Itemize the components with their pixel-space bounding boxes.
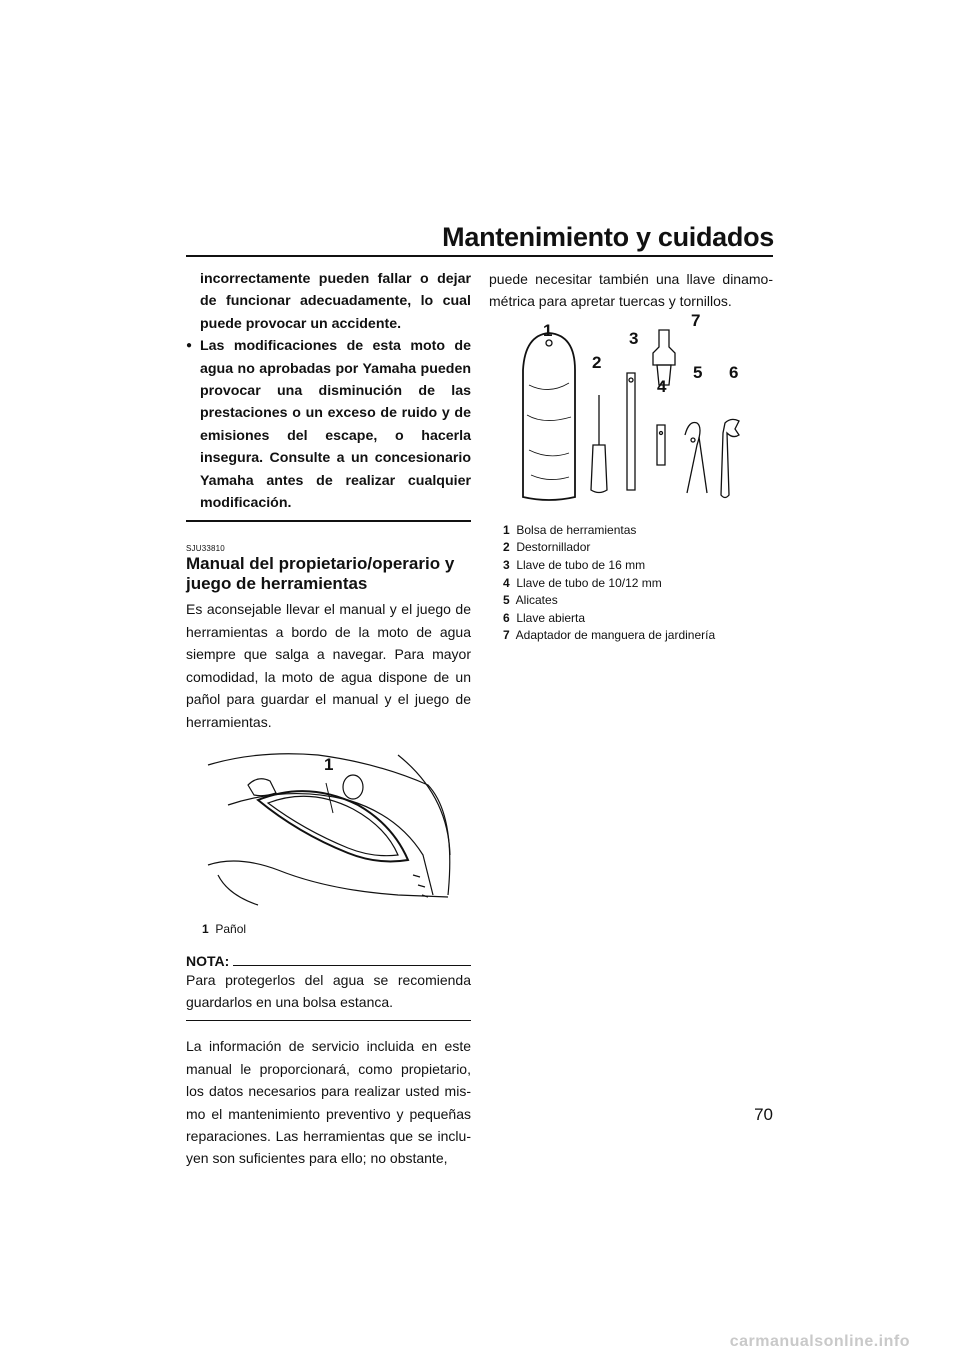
caption-row — [503, 575, 773, 593]
caption-text: Alicates — [515, 593, 558, 608]
note-label: NOTA: — [186, 952, 230, 969]
caption-row — [503, 522, 773, 540]
figure2-callout-1: 1 — [543, 320, 553, 340]
caption-text: Pañol — [215, 921, 247, 936]
warning-block — [186, 268, 471, 514]
figure2-callout-5: 5 — [693, 362, 703, 382]
section-code: SJU33810 — [186, 544, 225, 554]
warning-bullet: ● Las modificaciones de esta moto de agua no aprobadas por Yamaha pueden provocar una disminución de las prestaciones o un exceso de ruido y de emisiones del escape, o hacerla insegura. Consulte a un concesionario Yamaha antes de realizar cualquier modificación. — [186, 335, 471, 514]
caption-row — [503, 627, 773, 645]
right-column — [489, 268, 773, 645]
caption-row — [503, 557, 773, 575]
caption-number: 7 — [503, 628, 510, 643]
caption-row — [503, 610, 773, 628]
figure2-callout-6: 6 — [729, 362, 739, 382]
caption-text: Bolsa de herramientas — [516, 522, 637, 537]
note-end-rule — [186, 1020, 471, 1021]
note-rule — [233, 965, 471, 966]
left-column — [186, 268, 471, 1170]
caption-text: Adaptador de manguera de jardinería — [515, 628, 716, 643]
caption-number: 3 — [503, 558, 510, 572]
caption-row — [503, 539, 773, 557]
figure2-callout-3: 3 — [629, 328, 639, 348]
caption-row — [503, 592, 773, 610]
note-text: Para protegerlos del agua se recomienda guardarlos en una bolsa estanca. — [186, 971, 471, 1010]
service-text-part1: La información de servicio incluida en este manual le proporcionará, como propietario, los datos necesarios para realizar usted mis-mo el mantenimiento preventivo y pequeñas reparaciones. Las herramientas que se inclu-yen son suficientes para ello; no obstante, — [186, 1038, 471, 1167]
caption-text: Llave de tubo de 16 mm — [516, 558, 646, 572]
toolkit-illustration — [519, 325, 759, 510]
caption-number: 2 — [503, 540, 510, 555]
service-text-part2: puede necesitar también una llave dinamo-métrica para apretar tuercas y tornillos. — [489, 271, 773, 310]
page-title: Mantenimiento y cuidados — [442, 222, 774, 252]
caption-text: Llave de tubo de 10/12 mm — [516, 575, 662, 590]
figure1-callout-1: 1 — [324, 754, 334, 774]
caption-number: 4 — [503, 575, 510, 590]
caption-number: 6 — [503, 610, 510, 625]
header-rule — [186, 255, 773, 257]
figure2-callout-7: 7 — [691, 310, 701, 330]
caption-number: 5 — [503, 593, 510, 608]
caption-text: Destornillador — [516, 540, 591, 555]
section-title: Manual del propietario/operario y juego de herramientas — [186, 554, 455, 594]
caption-text: Llave abierta — [516, 610, 586, 625]
storage-compartment-figure — [198, 745, 458, 915]
figure2-callout-2: 2 — [592, 352, 602, 372]
toolkit-figure — [519, 310, 759, 510]
warning-rule — [186, 520, 471, 522]
note-header — [186, 953, 471, 969]
caption-number: 1 — [503, 522, 510, 537]
figure2-captions — [503, 522, 773, 645]
figure1-caption — [202, 921, 471, 939]
figure2-callout-4: 4 — [657, 376, 667, 396]
caption-number: 1 — [202, 921, 209, 936]
section-intro: Es aconsejable llevar el manual y el juego de herramientas a bordo de la moto de agua siempre que salga a navegar. Para mayor comodidad, la moto de agua dispone de un pañol para guardar el manual y el juego de herramientas. — [186, 601, 471, 730]
warning-continuation: incorrectamente pueden fallar o dejar de funcionar adecuadamente, lo cual puede provocar un accidente. — [200, 271, 471, 332]
footer-watermark: carmanualsonline.info — [729, 1333, 910, 1350]
page-number: 70 — [754, 1105, 773, 1124]
